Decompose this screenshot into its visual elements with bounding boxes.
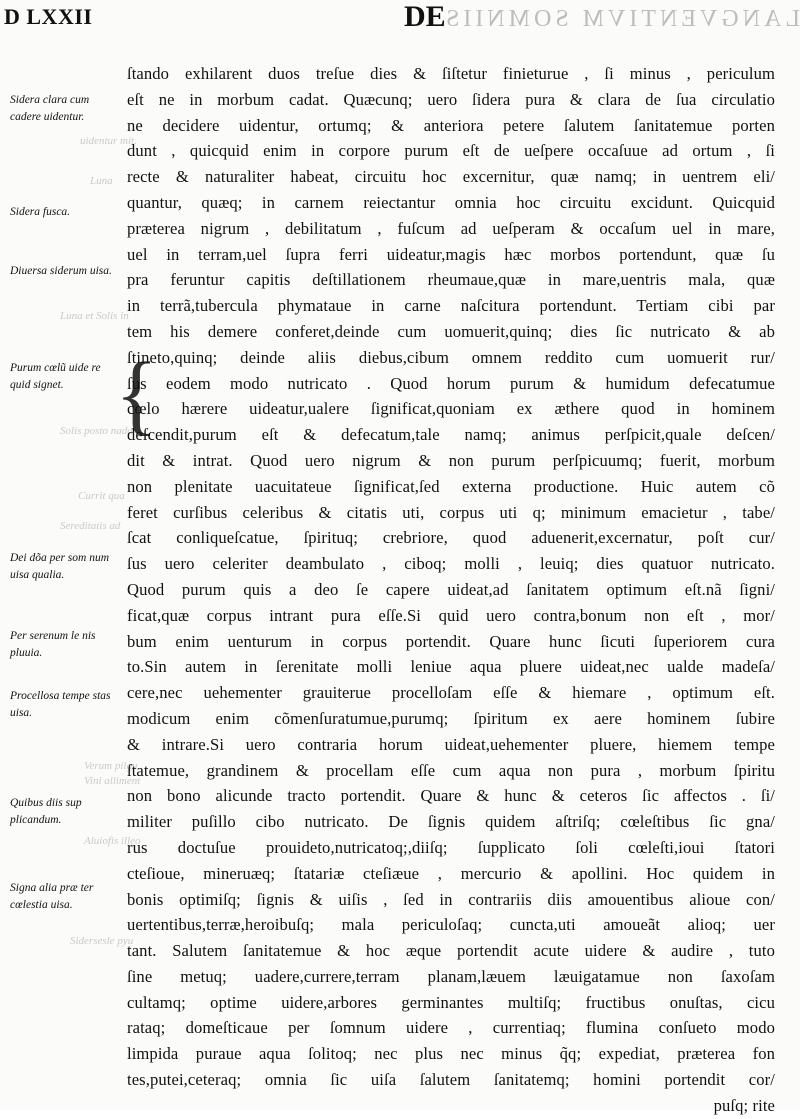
text-line: cœlo hærere uideatur,ualere ſignificat,quoniam ex æthere quod in hominem (127, 399, 775, 419)
bleed-through-text: Sidersesle pyu (70, 935, 134, 947)
margin-note: Quibus diis sup plicandum. (10, 797, 82, 826)
text-line: rataq; domeſticaue per ſomnum uidere , currentiaq; flumina conſueto modo (127, 1018, 775, 1038)
text-line: bonis optimiſq; ſignis & uiſis , ſed in contrariis diis amouentibus alioue con/ (127, 889, 775, 909)
margin-note: Sidera clara cum cadere uidentur. (10, 94, 90, 123)
text-line: cultamq; optime uidere,arbores germinantes multiſq; fructibus onuſtas, cicu (127, 992, 775, 1012)
text-line: dunt , quicquid enim in corpore purum eſt de ueſpere occaſuue ad ortum , ſi (127, 141, 775, 161)
text-line: pra feruntur capitis deſtillationem rheumaue,quæ in mare,uentris mala, quæ (127, 270, 775, 290)
text-line: ſine metuq; uadere,currere,terram planam,læuem læuigatamue non ſaxoſam (127, 966, 775, 986)
text-line: tem his demere conferet,deinde cum uomuerit,quinq; dies ſic nutricato & ab (127, 321, 775, 341)
text-line: deſcendit,purum eſt & defecatum,tale namq; animus perſpicit,quale deſcen/ (127, 425, 775, 445)
text-line: rus doctuſue prouideto,nutricatoq;,diiſq; ſupplicato ſoli cœleſti,ioui ſtatori (127, 837, 775, 857)
text-line: ſtando exhilarent duos treſue dies & ſiſtetur finieturue , ſi minus , periculum (127, 64, 775, 83)
text-line: uel in terram,uel ſupra ferri uideatur,magis hæc morbos portendunt, quæ ſu (127, 244, 775, 264)
text-line: non bono alicunde tracto portendit. Quare & hunc & ceteros ſic affectos . ſi/ (127, 786, 775, 806)
margin-note: Sidera fusca. (10, 206, 71, 218)
margin-note: Per serenum le nis pluuia. (10, 630, 96, 659)
text-line: tes,putei,ceteraq; omnia ſic uiſa ſalutem ſanitatemq; homini portendit cor/ (127, 1070, 775, 1090)
text-line: cere,nec uehementer grauiterue procelloſam eſſe & hiemare , optimum eſt. (127, 683, 775, 703)
margin-note: Diuersa siderum uisa. (10, 265, 112, 277)
text-line: ne decidere uidentur, ortumq; & anteriora petere ſalutem ſanitatemue porten (127, 115, 775, 135)
margin-brace: { (115, 345, 159, 444)
bleed-through-text: Vini alliment (84, 775, 141, 787)
margin-note: Dei dõa per som num uisa qualia. (10, 552, 110, 581)
text-line: præterea nigrum , debilitatum , fuſcum ad ueſperam & occaſum uel in mare, (127, 218, 775, 238)
text-line: quantur, quæq; in carnem reiectantur omnia hoc circuitu excidunt. Quicquid (127, 192, 775, 212)
bleed-through-text: Solis posto nada (60, 425, 133, 437)
folio-number: D LXXII (4, 4, 93, 29)
margin-note: Purum cœlũ uide re quid signet. (10, 362, 101, 391)
text-line: puſq; rite (713, 1095, 775, 1115)
text-line: ficat,quæ corpus intrant pura eſſe.Si quid uero contra,bonum non eſt , mor/ (127, 605, 775, 625)
text-line: recte & naturaliter habeat, circuitu hoc excernitur, quæ namq; in uentrem eli/ (127, 167, 775, 187)
main-text-block (127, 61, 775, 1119)
margin-note: Signa alia præ ter cœlestia uisa. (10, 882, 94, 911)
margin-note: Procellosa tempe stas uisa. (10, 690, 111, 719)
text-line: in terrã,tubercula phymataue in carne naſcitura portendunt. Tertiam cibi par (127, 296, 775, 316)
text-line: bum enim uenturum in corpus portendit. Quare hunc ſicuti ſuperiorem cura (127, 631, 775, 651)
text-line: ſus uero celeriter deambulato , ciboq; molli , leuiq; dies quatuor nutricato. (127, 554, 775, 574)
bleed-through-text: Currit qua (78, 490, 125, 502)
text-line: ſus eodem modo nutricato . Quod horum purum & humidum defecatumue (127, 373, 775, 393)
bleed-through-text: Luna et Solis in (60, 310, 129, 322)
text-line: militer puſillo cibo nutricato. De ſignis quidem aſtriſq; cœleſtibus ſic gna/ (127, 812, 775, 832)
bleed-through-text: Luna (90, 175, 113, 187)
bleed-through-text: Sereditatis ad (60, 520, 121, 532)
text-line: uertentibus,terræ,heroibuſq; mala periculoſaq; cuncta,uti amoueãt alioq; uer (127, 915, 775, 935)
text-line: eſt ne in morbum cadat. Quæcunq; uero ſidera pura & clara de ſua circulatio (127, 89, 775, 109)
text-line: to.Sin autem in ſerenitate molli leniue aqua pluere uideat,nec ualde madeſa/ (127, 657, 775, 677)
text-line: tant. Salutem ſanitatemue & hoc æque portendit acute uidere & audire , tuto (127, 941, 775, 961)
text-line: cteſioue, mineruæq; ſtatariæ cteſiæue , mercurio & apollini. Hoc quidem in (127, 863, 775, 883)
running-title: DE (404, 0, 446, 33)
bleed-through-text: Aluiofis illeo (84, 835, 141, 847)
bleed-through-text: Verum pilgu (84, 760, 138, 772)
text-line: limpida puraue aqua ſolitoq; nec plus nec minus q̃q; expediat, præterea fon (127, 1044, 775, 1064)
text-line: dit & intrat. Quod uero nigrum & non purum perſpicuumq; fuerit, morbum (127, 450, 775, 470)
text-line: non plenitate uacuitateue ſignificat,ſed externa productione. Huic autem cõ (127, 476, 775, 496)
text-line: ſcat conliqueſcatue, ſpirituq; crebriore, quod aduenerit,excernatur, poſt cur/ (127, 528, 775, 548)
text-line: & intrare.Si uero contraria horum uideat,uehementer pluere, hiemem tempe (127, 734, 775, 754)
text-line: ſtineto,quinq; deinde aliis diebus,cibum omnem reddito cum uomuerit rur/ (127, 347, 775, 367)
text-line: ſtatemue, grandinem & procellam eſſe cum aqua non pura , morbum ſpiritu (127, 760, 775, 780)
bleed-through-text: uidentur mit. (80, 135, 137, 147)
text-line: Quod purum quis a deo ſe capere uideat,ad ſanitatem optimum eſt.nã ſigni/ (127, 579, 775, 599)
text-line: modicum enim cõmenſuratumue,purumq; ſpiritum ex aere hominem ſubire (127, 708, 775, 728)
text-line: feret curſibus celeribus & citatis uti, corpus uti q; minimum emacietur , tabe/ (127, 502, 775, 522)
bleed-through-running-title: LANGVENTIVM SOMNIIS (442, 6, 800, 32)
